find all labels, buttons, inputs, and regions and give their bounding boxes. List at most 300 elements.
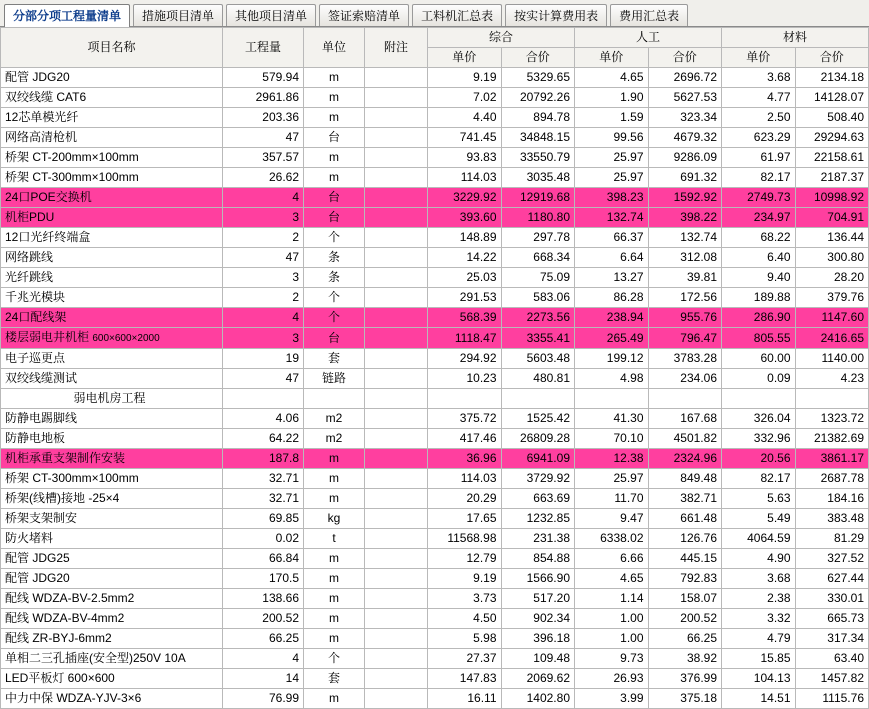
- cell-comprehensive-total[interactable]: 668.34: [501, 248, 575, 268]
- cell-comprehensive-total[interactable]: 1566.90: [501, 569, 575, 589]
- cell-material-total[interactable]: 383.48: [795, 509, 869, 529]
- cell-unit[interactable]: 链路: [304, 369, 365, 389]
- table-row[interactable]: [1, 649, 869, 669]
- cell-labor-unit-price[interactable]: 1.14: [575, 589, 649, 609]
- cell-material-total[interactable]: 300.80: [795, 248, 869, 268]
- cell-material-unit-price[interactable]: 4.79: [722, 629, 796, 649]
- cell-quantity[interactable]: 170.5: [223, 569, 304, 589]
- cell-labor-total[interactable]: 2324.96: [648, 449, 722, 469]
- cell-labor-total[interactable]: 375.18: [648, 689, 722, 709]
- cell-labor-total[interactable]: 38.92: [648, 649, 722, 669]
- cell-note[interactable]: [365, 669, 428, 689]
- cell-item-name[interactable]: 配管 JDG25: [1, 549, 223, 569]
- cell-quantity[interactable]: 66.25: [223, 629, 304, 649]
- cell-material-unit-price[interactable]: 326.04: [722, 409, 796, 429]
- cell-comprehensive-unit-price[interactable]: 5.98: [428, 629, 502, 649]
- table-row[interactable]: [1, 68, 869, 88]
- cell-labor-total[interactable]: 792.83: [648, 569, 722, 589]
- cell-comprehensive-total[interactable]: 1232.85: [501, 509, 575, 529]
- cell-item-name[interactable]: 桥架(线槽)接地 -25×4: [1, 489, 223, 509]
- cell-comprehensive-total[interactable]: 583.06: [501, 288, 575, 308]
- cell-comprehensive-unit-price[interactable]: 20.29: [428, 489, 502, 509]
- cell-unit[interactable]: m: [304, 489, 365, 509]
- cell-comprehensive-total[interactable]: 3035.48: [501, 168, 575, 188]
- cell-labor-unit-price[interactable]: 25.97: [575, 469, 649, 489]
- cell-material-unit-price[interactable]: 4.77: [722, 88, 796, 108]
- cell-quantity[interactable]: 64.22: [223, 429, 304, 449]
- cell-comprehensive-unit-price[interactable]: 14.22: [428, 248, 502, 268]
- cell-material-unit-price[interactable]: 9.40: [722, 268, 796, 288]
- table-row[interactable]: [1, 409, 869, 429]
- cell-quantity[interactable]: 4: [223, 188, 304, 208]
- cell-item-name[interactable]: 桥架 CT-300mm×100mm: [1, 168, 223, 188]
- cell-item-name[interactable]: 桥架 CT-200mm×100mm: [1, 148, 223, 168]
- cell-material-total[interactable]: 627.44: [795, 569, 869, 589]
- cell-material-unit-price[interactable]: 2.38: [722, 589, 796, 609]
- cell-quantity[interactable]: 32.71: [223, 469, 304, 489]
- cell-note[interactable]: [365, 649, 428, 669]
- cell-quantity[interactable]: 203.36: [223, 108, 304, 128]
- cell-material-total[interactable]: [795, 389, 869, 409]
- cell-material-unit-price[interactable]: 68.22: [722, 228, 796, 248]
- cell-note[interactable]: [365, 689, 428, 709]
- cell-comprehensive-total[interactable]: 20792.26: [501, 88, 575, 108]
- cell-material-total[interactable]: 1115.76: [795, 689, 869, 709]
- cell-quantity[interactable]: 3: [223, 208, 304, 228]
- cell-quantity[interactable]: 4: [223, 308, 304, 328]
- table-row[interactable]: [1, 369, 869, 389]
- cell-material-unit-price[interactable]: 5.49: [722, 509, 796, 529]
- cell-note[interactable]: [365, 369, 428, 389]
- table-row[interactable]: [1, 148, 869, 168]
- table-row[interactable]: [1, 88, 869, 108]
- cell-quantity[interactable]: 32.71: [223, 489, 304, 509]
- cell-labor-unit-price[interactable]: 4.65: [575, 68, 649, 88]
- cell-item-name[interactable]: 配线 ZR-BYJ-6mm2: [1, 629, 223, 649]
- cell-note[interactable]: [365, 268, 428, 288]
- cell-labor-unit-price[interactable]: 1.90: [575, 88, 649, 108]
- cell-labor-total[interactable]: 200.52: [648, 609, 722, 629]
- cell-material-total[interactable]: 317.34: [795, 629, 869, 649]
- cell-comprehensive-total[interactable]: 34848.15: [501, 128, 575, 148]
- cell-item-name[interactable]: 机柜PDU: [1, 208, 223, 228]
- cell-material-total[interactable]: 10998.92: [795, 188, 869, 208]
- cell-unit[interactable]: 个: [304, 288, 365, 308]
- cell-comprehensive-unit-price[interactable]: 393.60: [428, 208, 502, 228]
- cell-material-total[interactable]: 21382.69: [795, 429, 869, 449]
- cell-unit[interactable]: t: [304, 529, 365, 549]
- cell-labor-unit-price[interactable]: 11.70: [575, 489, 649, 509]
- cell-unit[interactable]: m: [304, 168, 365, 188]
- cell-material-unit-price[interactable]: 189.88: [722, 288, 796, 308]
- table-row[interactable]: [1, 449, 869, 469]
- cell-quantity[interactable]: 138.66: [223, 589, 304, 609]
- cell-note[interactable]: [365, 88, 428, 108]
- cell-comprehensive-unit-price[interactable]: 291.53: [428, 288, 502, 308]
- cell-material-total[interactable]: 63.40: [795, 649, 869, 669]
- cell-item-name[interactable]: 电子巡更点: [1, 349, 223, 369]
- cell-note[interactable]: [365, 429, 428, 449]
- cell-item-name[interactable]: 桥架支架制安: [1, 509, 223, 529]
- cell-note[interactable]: [365, 509, 428, 529]
- cell-comprehensive-unit-price[interactable]: 25.03: [428, 268, 502, 288]
- cell-unit[interactable]: m: [304, 148, 365, 168]
- cell-material-total[interactable]: 28.20: [795, 268, 869, 288]
- cell-labor-total[interactable]: 4501.82: [648, 429, 722, 449]
- cell-labor-unit-price[interactable]: 99.56: [575, 128, 649, 148]
- cell-comprehensive-total[interactable]: 26809.28: [501, 429, 575, 449]
- cell-comprehensive-unit-price[interactable]: 11568.98: [428, 529, 502, 549]
- cell-note[interactable]: [365, 409, 428, 429]
- cell-quantity[interactable]: 3: [223, 268, 304, 288]
- tab-gongliaoji-huizong[interactable]: 工料机汇总表: [412, 4, 502, 26]
- cell-comprehensive-unit-price[interactable]: 741.45: [428, 128, 502, 148]
- table-row[interactable]: [1, 469, 869, 489]
- cell-labor-total[interactable]: 66.25: [648, 629, 722, 649]
- cell-material-total[interactable]: 330.01: [795, 589, 869, 609]
- cell-item-name[interactable]: 防静电踢脚线: [1, 409, 223, 429]
- cell-labor-unit-price[interactable]: 12.38: [575, 449, 649, 469]
- cell-material-unit-price[interactable]: 332.96: [722, 429, 796, 449]
- cell-quantity[interactable]: 2: [223, 228, 304, 248]
- cell-note[interactable]: [365, 228, 428, 248]
- table-row[interactable]: [1, 108, 869, 128]
- cell-labor-total[interactable]: 132.74: [648, 228, 722, 248]
- cell-comprehensive-unit-price[interactable]: 3229.92: [428, 188, 502, 208]
- cell-material-unit-price[interactable]: 82.17: [722, 168, 796, 188]
- cell-note[interactable]: [365, 629, 428, 649]
- cell-item-name[interactable]: LED平板灯 600×600: [1, 669, 223, 689]
- cell-labor-unit-price[interactable]: [575, 389, 649, 409]
- cell-unit[interactable]: 套: [304, 669, 365, 689]
- cell-comprehensive-unit-price[interactable]: 10.23: [428, 369, 502, 389]
- cell-labor-total[interactable]: 5627.53: [648, 88, 722, 108]
- cell-item-name[interactable]: 12口光纤终端盒: [1, 228, 223, 248]
- table-row[interactable]: [1, 288, 869, 308]
- cell-note[interactable]: [365, 208, 428, 228]
- cell-comprehensive-total[interactable]: 3729.92: [501, 469, 575, 489]
- cell-material-total[interactable]: 4.23: [795, 369, 869, 389]
- cell-labor-unit-price[interactable]: 6.66: [575, 549, 649, 569]
- cell-labor-total[interactable]: [648, 389, 722, 409]
- cell-item-name[interactable]: 弱电机房工程: [1, 389, 223, 409]
- cell-material-total[interactable]: 1140.00: [795, 349, 869, 369]
- cell-item-name[interactable]: 网络跳线: [1, 248, 223, 268]
- cell-quantity[interactable]: 579.94: [223, 68, 304, 88]
- cell-item-name[interactable]: 楼层弱电井机柜 600×600×2000: [1, 328, 223, 349]
- cell-unit[interactable]: 条: [304, 268, 365, 288]
- cell-comprehensive-total[interactable]: 517.20: [501, 589, 575, 609]
- cell-labor-total[interactable]: 955.76: [648, 308, 722, 328]
- cell-item-name[interactable]: 防火堵料: [1, 529, 223, 549]
- cell-comprehensive-unit-price[interactable]: 9.19: [428, 569, 502, 589]
- cell-material-unit-price[interactable]: 623.29: [722, 128, 796, 148]
- cell-labor-total[interactable]: 849.48: [648, 469, 722, 489]
- cell-labor-unit-price[interactable]: 4.65: [575, 569, 649, 589]
- table-row[interactable]: [1, 529, 869, 549]
- cell-item-name[interactable]: 桥架 CT-300mm×100mm: [1, 469, 223, 489]
- cell-unit[interactable]: m2: [304, 429, 365, 449]
- cell-item-name[interactable]: 24口POE交换机: [1, 188, 223, 208]
- cell-comprehensive-total[interactable]: 1402.80: [501, 689, 575, 709]
- cell-quantity[interactable]: 2: [223, 288, 304, 308]
- table-row[interactable]: [1, 609, 869, 629]
- cell-labor-unit-price[interactable]: 26.93: [575, 669, 649, 689]
- cell-material-total[interactable]: 327.52: [795, 549, 869, 569]
- cell-labor-unit-price[interactable]: 41.30: [575, 409, 649, 429]
- cell-item-name[interactable]: 中力中保 WDZA-YJV-3×6: [1, 689, 223, 709]
- cell-material-total[interactable]: 2187.37: [795, 168, 869, 188]
- table-row[interactable]: [1, 268, 869, 288]
- cell-note[interactable]: [365, 128, 428, 148]
- cell-labor-total[interactable]: 39.81: [648, 268, 722, 288]
- cell-note[interactable]: [365, 288, 428, 308]
- cell-note[interactable]: [365, 248, 428, 268]
- cell-labor-unit-price[interactable]: 70.10: [575, 429, 649, 449]
- cell-comprehensive-unit-price[interactable]: 27.37: [428, 649, 502, 669]
- cell-unit[interactable]: [304, 389, 365, 409]
- cell-material-total[interactable]: 136.44: [795, 228, 869, 248]
- cell-labor-unit-price[interactable]: 9.47: [575, 509, 649, 529]
- cell-material-total[interactable]: 2416.65: [795, 328, 869, 349]
- cell-quantity[interactable]: 47: [223, 369, 304, 389]
- cell-comprehensive-total[interactable]: 894.78: [501, 108, 575, 128]
- cell-comprehensive-total[interactable]: 6941.09: [501, 449, 575, 469]
- cell-comprehensive-unit-price[interactable]: 16.11: [428, 689, 502, 709]
- cell-item-name[interactable]: 配管 JDG20: [1, 68, 223, 88]
- cell-comprehensive-total[interactable]: 2273.56: [501, 308, 575, 328]
- cell-comprehensive-unit-price[interactable]: 148.89: [428, 228, 502, 248]
- cell-note[interactable]: [365, 529, 428, 549]
- tab-qianzheng-suopei[interactable]: 签证索赔清单: [319, 4, 409, 26]
- cell-note[interactable]: [365, 148, 428, 168]
- cell-note[interactable]: [365, 349, 428, 369]
- cell-material-total[interactable]: 14128.07: [795, 88, 869, 108]
- cell-unit[interactable]: m: [304, 469, 365, 489]
- cell-item-name[interactable]: 配线 WDZA-BV-2.5mm2: [1, 589, 223, 609]
- cell-labor-total[interactable]: 323.34: [648, 108, 722, 128]
- cell-note[interactable]: [365, 449, 428, 469]
- cell-quantity[interactable]: 357.57: [223, 148, 304, 168]
- cell-comprehensive-total[interactable]: 5603.48: [501, 349, 575, 369]
- table-row[interactable]: [1, 168, 869, 188]
- cell-labor-total[interactable]: 234.06: [648, 369, 722, 389]
- cell-quantity[interactable]: 14: [223, 669, 304, 689]
- cell-labor-total[interactable]: 9286.09: [648, 148, 722, 168]
- cell-material-unit-price[interactable]: 286.90: [722, 308, 796, 328]
- cell-material-total[interactable]: 29294.63: [795, 128, 869, 148]
- cell-comprehensive-unit-price[interactable]: 114.03: [428, 168, 502, 188]
- cell-unit[interactable]: m: [304, 629, 365, 649]
- cell-comprehensive-total[interactable]: 12919.68: [501, 188, 575, 208]
- cell-labor-unit-price[interactable]: 1.59: [575, 108, 649, 128]
- cell-unit[interactable]: 台: [304, 188, 365, 208]
- table-row[interactable]: [1, 669, 869, 689]
- quantity-table-container[interactable]: [0, 27, 869, 705]
- cell-material-total[interactable]: 704.91: [795, 208, 869, 228]
- cell-material-unit-price[interactable]: 2749.73: [722, 188, 796, 208]
- cell-comprehensive-unit-price[interactable]: 9.19: [428, 68, 502, 88]
- cell-note[interactable]: [365, 308, 428, 328]
- table-row[interactable]: [1, 328, 869, 349]
- cell-unit[interactable]: m: [304, 609, 365, 629]
- table-row[interactable]: [1, 569, 869, 589]
- cell-quantity[interactable]: 187.8: [223, 449, 304, 469]
- cell-note[interactable]: [365, 328, 428, 349]
- cell-unit[interactable]: m: [304, 449, 365, 469]
- cell-comprehensive-unit-price[interactable]: 4.40: [428, 108, 502, 128]
- cell-labor-total[interactable]: 126.76: [648, 529, 722, 549]
- cell-labor-unit-price[interactable]: 265.49: [575, 328, 649, 349]
- cell-item-name[interactable]: 24口配线架: [1, 308, 223, 328]
- cell-labor-unit-price[interactable]: 1.00: [575, 609, 649, 629]
- cell-material-unit-price[interactable]: 2.50: [722, 108, 796, 128]
- table-row[interactable]: [1, 308, 869, 328]
- cell-item-name[interactable]: 防静电地板: [1, 429, 223, 449]
- cell-comprehensive-total[interactable]: 396.18: [501, 629, 575, 649]
- cell-comprehensive-unit-price[interactable]: 4.50: [428, 609, 502, 629]
- cell-material-total[interactable]: 22158.61: [795, 148, 869, 168]
- cell-material-unit-price[interactable]: 5.63: [722, 489, 796, 509]
- cell-note[interactable]: [365, 108, 428, 128]
- cell-quantity[interactable]: 69.85: [223, 509, 304, 529]
- cell-material-unit-price[interactable]: [722, 389, 796, 409]
- table-row[interactable]: [1, 208, 869, 228]
- cell-note[interactable]: [365, 188, 428, 208]
- cell-unit[interactable]: 台: [304, 128, 365, 148]
- cell-material-unit-price[interactable]: 4064.59: [722, 529, 796, 549]
- cell-material-total[interactable]: 1147.60: [795, 308, 869, 328]
- cell-labor-total[interactable]: 691.32: [648, 168, 722, 188]
- cell-unit[interactable]: m: [304, 68, 365, 88]
- table-row[interactable]: [1, 188, 869, 208]
- cell-item-name[interactable]: 配线 WDZA-BV-4mm2: [1, 609, 223, 629]
- cell-labor-total[interactable]: 2696.72: [648, 68, 722, 88]
- cell-unit[interactable]: 个: [304, 649, 365, 669]
- cell-material-unit-price[interactable]: 20.56: [722, 449, 796, 469]
- cell-labor-total[interactable]: 3783.28: [648, 349, 722, 369]
- cell-comprehensive-unit-price[interactable]: 7.02: [428, 88, 502, 108]
- cell-material-total[interactable]: 2687.78: [795, 469, 869, 489]
- cell-material-unit-price[interactable]: 61.97: [722, 148, 796, 168]
- cell-labor-unit-price[interactable]: 6.64: [575, 248, 649, 268]
- cell-quantity[interactable]: 66.84: [223, 549, 304, 569]
- cell-item-name[interactable]: 双绞线缆测试: [1, 369, 223, 389]
- cell-comprehensive-unit-price[interactable]: 114.03: [428, 469, 502, 489]
- cell-labor-unit-price[interactable]: 238.94: [575, 308, 649, 328]
- cell-unit[interactable]: 个: [304, 308, 365, 328]
- cell-material-unit-price[interactable]: 234.97: [722, 208, 796, 228]
- cell-quantity[interactable]: [223, 389, 304, 409]
- cell-labor-total[interactable]: 796.47: [648, 328, 722, 349]
- cell-unit[interactable]: m: [304, 549, 365, 569]
- cell-comprehensive-total[interactable]: 109.48: [501, 649, 575, 669]
- cell-comprehensive-unit-price[interactable]: 417.46: [428, 429, 502, 449]
- cell-labor-total[interactable]: 167.68: [648, 409, 722, 429]
- table-row[interactable]: [1, 228, 869, 248]
- cell-material-unit-price[interactable]: 104.13: [722, 669, 796, 689]
- cell-comprehensive-total[interactable]: 1180.80: [501, 208, 575, 228]
- cell-labor-total[interactable]: 1592.92: [648, 188, 722, 208]
- cell-material-total[interactable]: 1457.82: [795, 669, 869, 689]
- cell-labor-unit-price[interactable]: 398.23: [575, 188, 649, 208]
- table-row[interactable]: [1, 489, 869, 509]
- cell-comprehensive-unit-price[interactable]: 17.65: [428, 509, 502, 529]
- cell-labor-total[interactable]: 312.08: [648, 248, 722, 268]
- cell-unit[interactable]: m2: [304, 409, 365, 429]
- cell-material-total[interactable]: 508.40: [795, 108, 869, 128]
- cell-labor-total[interactable]: 661.48: [648, 509, 722, 529]
- cell-labor-total[interactable]: 382.71: [648, 489, 722, 509]
- cell-material-total[interactable]: 379.76: [795, 288, 869, 308]
- tab-feiyong-huizong[interactable]: 费用汇总表: [610, 4, 688, 26]
- cell-material-unit-price[interactable]: 0.09: [722, 369, 796, 389]
- cell-labor-unit-price[interactable]: 86.28: [575, 288, 649, 308]
- cell-quantity[interactable]: 47: [223, 248, 304, 268]
- cell-comprehensive-unit-price[interactable]: 568.39: [428, 308, 502, 328]
- cell-labor-total[interactable]: 376.99: [648, 669, 722, 689]
- cell-material-unit-price[interactable]: 3.68: [722, 68, 796, 88]
- cell-item-name[interactable]: 双绞线缆 CAT6: [1, 88, 223, 108]
- cell-material-total[interactable]: 3861.17: [795, 449, 869, 469]
- cell-quantity[interactable]: 200.52: [223, 609, 304, 629]
- cell-unit[interactable]: kg: [304, 509, 365, 529]
- cell-comprehensive-total[interactable]: 480.81: [501, 369, 575, 389]
- cell-unit[interactable]: 套: [304, 349, 365, 369]
- cell-quantity[interactable]: 3: [223, 328, 304, 349]
- cell-labor-unit-price[interactable]: 3.99: [575, 689, 649, 709]
- cell-material-total[interactable]: 2134.18: [795, 68, 869, 88]
- cell-item-name[interactable]: 光纤跳线: [1, 268, 223, 288]
- cell-comprehensive-unit-price[interactable]: 93.83: [428, 148, 502, 168]
- cell-item-name[interactable]: 配管 JDG20: [1, 569, 223, 589]
- cell-material-total[interactable]: 1323.72: [795, 409, 869, 429]
- cell-comprehensive-total[interactable]: 902.34: [501, 609, 575, 629]
- cell-comprehensive-total[interactable]: 3355.41: [501, 328, 575, 349]
- cell-labor-unit-price[interactable]: 4.98: [575, 369, 649, 389]
- cell-comprehensive-total[interactable]: 5329.65: [501, 68, 575, 88]
- cell-material-unit-price[interactable]: 3.32: [722, 609, 796, 629]
- cell-quantity[interactable]: 76.99: [223, 689, 304, 709]
- cell-comprehensive-unit-price[interactable]: 375.72: [428, 409, 502, 429]
- cell-labor-unit-price[interactable]: 13.27: [575, 268, 649, 288]
- cell-material-unit-price[interactable]: 3.68: [722, 569, 796, 589]
- cell-unit[interactable]: m: [304, 589, 365, 609]
- cell-quantity[interactable]: 4.06: [223, 409, 304, 429]
- cell-unit[interactable]: 个: [304, 228, 365, 248]
- tab-fenbu-fenxiang[interactable]: 分部分项工程量清单: [4, 4, 130, 27]
- tab-anshi-jisuan[interactable]: 按实计算费用表: [505, 4, 607, 26]
- table-row[interactable]: [1, 589, 869, 609]
- cell-labor-total[interactable]: 158.07: [648, 589, 722, 609]
- cell-comprehensive-total[interactable]: 663.69: [501, 489, 575, 509]
- cell-labor-total[interactable]: 4679.32: [648, 128, 722, 148]
- cell-quantity[interactable]: 4: [223, 649, 304, 669]
- cell-labor-unit-price[interactable]: 66.37: [575, 228, 649, 248]
- cell-material-unit-price[interactable]: 805.55: [722, 328, 796, 349]
- table-row[interactable]: [1, 629, 869, 649]
- cell-comprehensive-unit-price[interactable]: 12.79: [428, 549, 502, 569]
- cell-note[interactable]: [365, 489, 428, 509]
- cell-comprehensive-unit-price[interactable]: 3.73: [428, 589, 502, 609]
- cell-item-name[interactable]: 机柜承重支架制作安装: [1, 449, 223, 469]
- cell-comprehensive-total[interactable]: 2069.62: [501, 669, 575, 689]
- table-row[interactable]: [1, 509, 869, 529]
- cell-material-total[interactable]: 81.29: [795, 529, 869, 549]
- cell-comprehensive-total[interactable]: 75.09: [501, 268, 575, 288]
- cell-labor-total[interactable]: 172.56: [648, 288, 722, 308]
- cell-comprehensive-unit-price[interactable]: 147.83: [428, 669, 502, 689]
